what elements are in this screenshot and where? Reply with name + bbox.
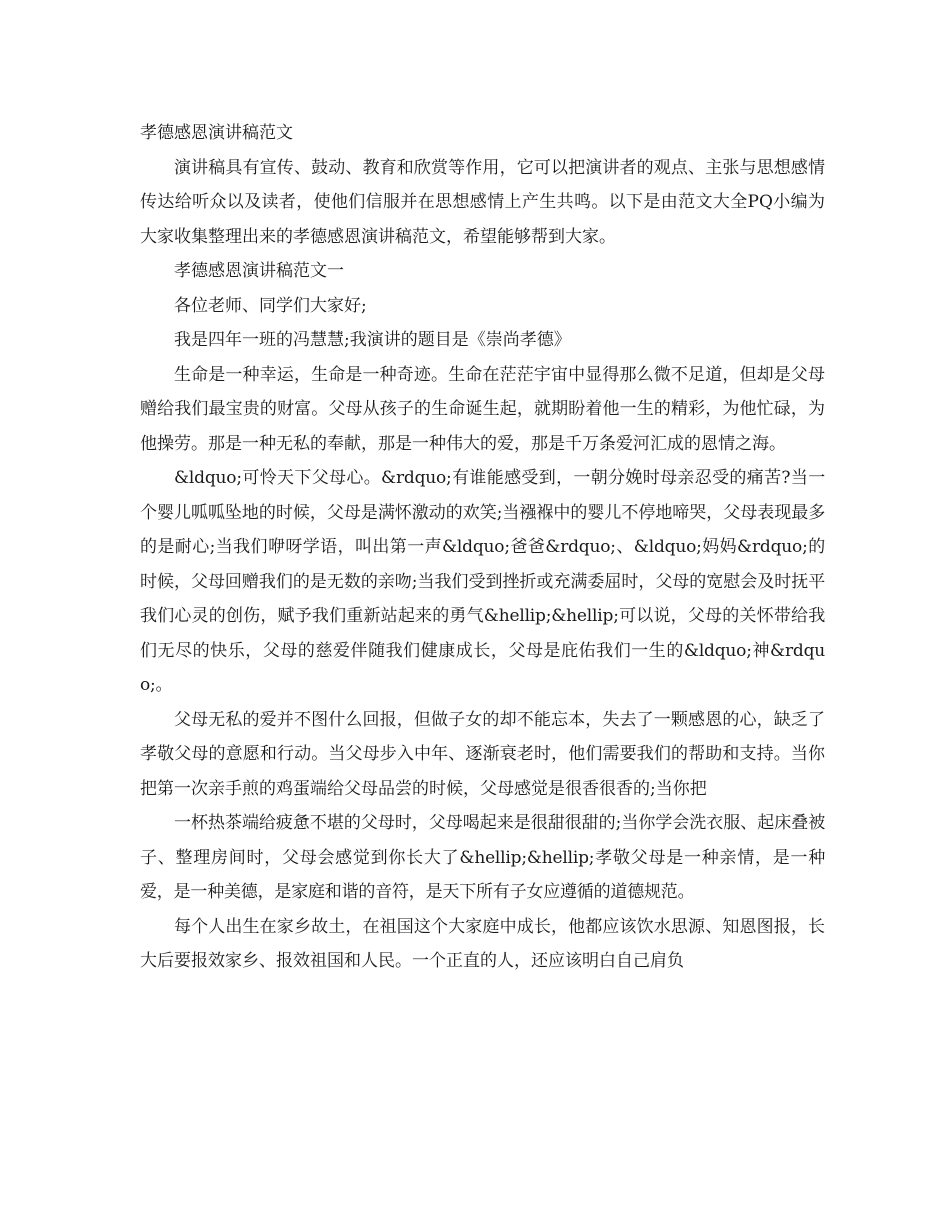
paragraph-life-miracle: 生命是一种幸运，生命是一种奇迹。生命在茫茫宇宙中显得那么微不足道，但却是父母赠给我们最宝贵的财富。父母从孩子的生命诞生起，就期盼着他一生的精彩，为他忙碌，为他操劳。那是一种无私的奉献，那是一种伟大的爱，那是千万条爱河汇成的恩情之海。 xyxy=(140,364,825,454)
document-body xyxy=(140,116,825,979)
paragraph-parents-heart: &ldquo;可怜天下父母心。&rdquo;有谁能感受到，一朝分娩时母亲忍受的痛苦?当一个婴儿呱呱坠地的时候，父母是满怀激动的欢笑;当襁褓中的婴儿不停地啼哭，父母表现最多的是耐心;当我们咿呀学语，叫出第一声&ldquo;爸爸&rdquo;、&ldquo;妈妈&rdquo;的时候，父母回赠我们的是无数的亲吻;当我们受到挫折或充满委屈时，父母的宽慰会及时抚平我们心灵的创伤，赋予我们重新站起来的勇气&hellip;&hellip;可以说，父母的关怀带给我们无尽的快乐，父母的慈爱伴随我们健康成长，父母是庇佑我们一生的&ldquo;神&rdquo;。 xyxy=(140,468,825,695)
paragraph-self-introduction: 我是四年一班的冯慧慧;我演讲的题目是《崇尚孝德》 xyxy=(174,330,571,350)
paragraph-intro: 演讲稿具有宣传、鼓动、教育和欣赏等作用，它可以把演讲者的观点、主张与思想感情传达给听众以及读者，使他们信服并在思想感情上产生共鸣。以下是由范文大全PQ小编为大家收集整理出来的孝德感恩演讲稿范文，希望能够帮到大家。 xyxy=(140,157,825,247)
paragraph-greeting: 各位老师、同学们大家好; xyxy=(174,295,367,316)
paragraph-selfless-love: 父母无私的爱并不图什么回报，但做子女的却不能忘本，失去了一颗感恩的心，缺乏了孝敬父母的意愿和行动。当父母步入中年、逐渐衰老时，他们需要我们的帮助和支持。当你把第一次亲手煎的鸡蛋端给父母品尝的时候，父母感觉是很香很香的;当你把 xyxy=(140,709,825,799)
paragraph-hometown: 每个人出生在家乡故土，在祖国这个大家庭中成长，他都应该饮水思源、知恩图报，长大后要报效家乡、报效祖国和人民。一个正直的人，还应该明白自己肩负 xyxy=(140,916,825,971)
paragraph-hot-tea: 一杯热茶端给疲惫不堪的父母时，父母喝起来是很甜很甜的;当你学会洗衣服、起床叠被子、整理房间时，父母会感觉到你长大了&hellip;&hellip;孝敬父母是一种亲情，是一种爱，是一种美德，是家庭和谐的音符，是天下所有子女应遵循的道德规范。 xyxy=(140,813,825,902)
document-title: 孝德感恩演讲稿范文 xyxy=(140,123,293,143)
paragraph-section-heading: 孝德感恩演讲稿范文一 xyxy=(174,261,344,281)
